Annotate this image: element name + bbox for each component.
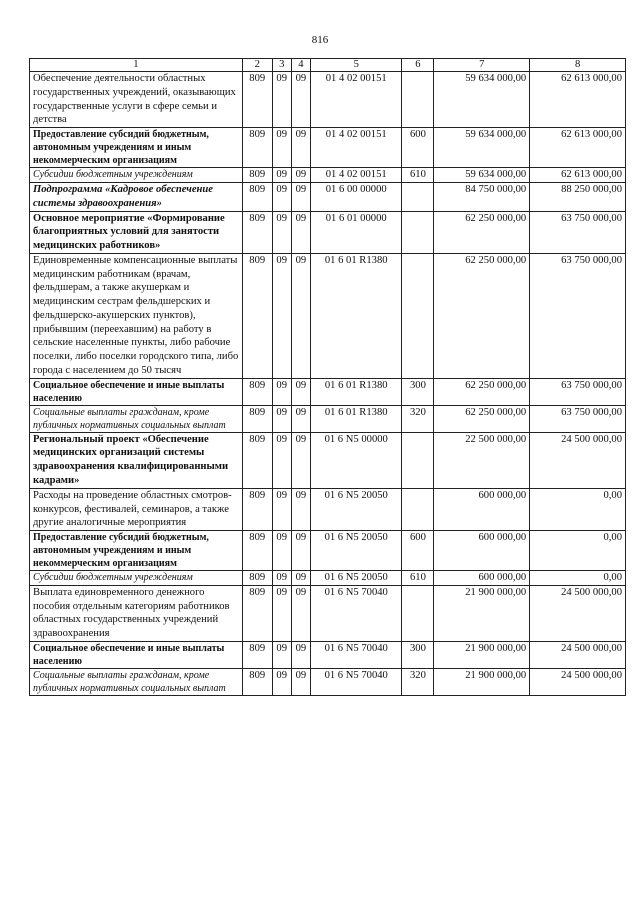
table-row [30, 168, 626, 183]
row-code-cell: 809 [242, 211, 272, 253]
table-row [30, 531, 626, 571]
table-row [30, 72, 626, 128]
row-amount-year1-cell: 600 000,00 [434, 531, 530, 571]
row-code-cell: 809 [242, 128, 272, 168]
row-subsection-cell: 09 [291, 571, 310, 586]
row-amount-year1-cell: 59 634 000,00 [434, 168, 530, 183]
row-section-cell: 09 [272, 668, 291, 695]
row-section-cell: 09 [272, 405, 291, 432]
row-article-cell: 01 6 01 R1380 [310, 405, 402, 432]
row-subsection-cell: 09 [291, 211, 310, 253]
row-amount-year2-cell: 24 500 000,00 [530, 668, 626, 695]
row-amount-year1-cell: 62 250 000,00 [434, 378, 530, 405]
row-subsection-cell: 09 [291, 585, 310, 641]
row-amount-year2-cell: 63 750 000,00 [530, 211, 626, 253]
row-name-cell: Основное мероприятие «Формирование благоприятных условий для занятости медицинских работников» [30, 211, 243, 253]
row-article-cell: 01 6 00 00000 [310, 183, 402, 212]
row-section-cell: 09 [272, 378, 291, 405]
row-amount-year1-cell: 21 900 000,00 [434, 585, 530, 641]
row-name-cell: Выплата единовременного денежного пособия отдельным категориям работников областных государственных учреждений здравоохранения [30, 585, 243, 641]
row-code-cell: 809 [242, 253, 272, 378]
table-row [30, 571, 626, 586]
row-amount-year2-cell: 88 250 000,00 [530, 183, 626, 212]
row-article-cell: 01 4 02 00151 [310, 128, 402, 168]
row-amount-year2-cell: 24 500 000,00 [530, 641, 626, 668]
table-row [30, 128, 626, 168]
row-name-cell: Расходы на проведение областных смотров-конкурсов, фестивалей, семинаров, а также другие аналогичные мероприятия [30, 488, 243, 530]
row-section-cell: 09 [272, 72, 291, 128]
row-amount-year1-cell: 59 634 000,00 [434, 72, 530, 128]
row-subsection-cell: 09 [291, 183, 310, 212]
row-subsection-cell: 09 [291, 168, 310, 183]
row-code-cell: 809 [242, 378, 272, 405]
row-name-cell: Предоставление субсидий бюджетным, автономным учреждениям и иным некоммерческим организациям [30, 128, 243, 168]
row-amount-year2-cell: 62 613 000,00 [530, 72, 626, 128]
row-name-cell: Субсидии бюджетным учреждениям [30, 168, 243, 183]
row-expense-type-cell [402, 211, 434, 253]
table-row [30, 253, 626, 378]
table-row [30, 668, 626, 695]
header-cell: 6 [402, 59, 434, 72]
row-amount-year2-cell: 24 500 000,00 [530, 585, 626, 641]
header-cell: 3 [272, 59, 291, 72]
row-subsection-cell: 09 [291, 668, 310, 695]
row-article-cell: 01 6 01 R1380 [310, 253, 402, 378]
row-amount-year2-cell: 63 750 000,00 [530, 378, 626, 405]
row-code-cell: 809 [242, 531, 272, 571]
row-code-cell: 809 [242, 585, 272, 641]
table-body [30, 72, 626, 696]
row-article-cell: 01 4 02 00151 [310, 72, 402, 128]
row-article-cell: 01 6 N5 70040 [310, 641, 402, 668]
row-expense-type-cell: 610 [402, 571, 434, 586]
row-code-cell: 809 [242, 168, 272, 183]
table-row [30, 585, 626, 641]
header-cell: 5 [310, 59, 402, 72]
row-subsection-cell: 09 [291, 488, 310, 530]
row-article-cell: 01 6 01 R1380 [310, 378, 402, 405]
header-cell: 1 [30, 59, 243, 72]
row-amount-year1-cell: 21 900 000,00 [434, 641, 530, 668]
row-amount-year1-cell: 21 900 000,00 [434, 668, 530, 695]
table-row [30, 378, 626, 405]
row-amount-year2-cell: 0,00 [530, 488, 626, 530]
row-section-cell: 09 [272, 168, 291, 183]
row-expense-type-cell [402, 72, 434, 128]
row-expense-type-cell: 300 [402, 378, 434, 405]
row-section-cell: 09 [272, 128, 291, 168]
header-cell: 8 [530, 59, 626, 72]
row-name-cell: Предоставление субсидий бюджетным, автономным учреждениям и иным некоммерческим организациям [30, 531, 243, 571]
header-cell: 7 [434, 59, 530, 72]
row-code-cell: 809 [242, 641, 272, 668]
row-subsection-cell: 09 [291, 405, 310, 432]
row-amount-year2-cell: 24 500 000,00 [530, 432, 626, 488]
row-amount-year2-cell: 62 613 000,00 [530, 168, 626, 183]
table-row [30, 488, 626, 530]
row-name-cell: Социальное обеспечение и иные выплаты населению [30, 641, 243, 668]
table-row [30, 432, 626, 488]
header-cell: 2 [242, 59, 272, 72]
row-amount-year2-cell: 0,00 [530, 571, 626, 586]
budget-table [29, 58, 626, 696]
table-row [30, 183, 626, 212]
row-expense-type-cell: 300 [402, 641, 434, 668]
row-name-cell: Подпрограмма «Кадровое обеспечение системы здравоохранения» [30, 183, 243, 212]
table-row [30, 211, 626, 253]
row-expense-type-cell: 610 [402, 168, 434, 183]
row-article-cell: 01 6 N5 20050 [310, 488, 402, 530]
row-amount-year1-cell: 600 000,00 [434, 488, 530, 530]
row-amount-year2-cell: 0,00 [530, 531, 626, 571]
row-name-cell: Региональный проект «Обеспечение медицинских организаций системы здравоохранения квалифицированными кадрами» [30, 432, 243, 488]
row-code-cell: 809 [242, 488, 272, 530]
row-code-cell: 809 [242, 571, 272, 586]
page-number: 816 [311, 34, 329, 46]
row-subsection-cell: 09 [291, 72, 310, 128]
row-code-cell: 809 [242, 668, 272, 695]
row-expense-type-cell: 600 [402, 128, 434, 168]
row-amount-year1-cell: 62 250 000,00 [434, 253, 530, 378]
table-row [30, 405, 626, 432]
row-article-cell: 01 6 N5 00000 [310, 432, 402, 488]
row-subsection-cell: 09 [291, 641, 310, 668]
row-name-cell: Субсидии бюджетным учреждениям [30, 571, 243, 586]
row-expense-type-cell [402, 432, 434, 488]
row-amount-year1-cell: 62 250 000,00 [434, 211, 530, 253]
row-name-cell: Социальные выплаты гражданам, кроме публичных нормативных социальных выплат [30, 405, 243, 432]
row-article-cell: 01 6 N5 20050 [310, 571, 402, 586]
row-subsection-cell: 09 [291, 378, 310, 405]
row-expense-type-cell [402, 183, 434, 212]
row-subsection-cell: 09 [291, 531, 310, 571]
row-section-cell: 09 [272, 641, 291, 668]
row-expense-type-cell: 320 [402, 405, 434, 432]
row-section-cell: 09 [272, 585, 291, 641]
row-amount-year1-cell: 22 500 000,00 [434, 432, 530, 488]
header-row [30, 59, 626, 72]
row-section-cell: 09 [272, 531, 291, 571]
row-amount-year2-cell: 62 613 000,00 [530, 128, 626, 168]
row-amount-year2-cell: 63 750 000,00 [530, 405, 626, 432]
table-row [30, 641, 626, 668]
row-code-cell: 809 [242, 72, 272, 128]
row-section-cell: 09 [272, 211, 291, 253]
row-amount-year1-cell: 84 750 000,00 [434, 183, 530, 212]
row-expense-type-cell [402, 253, 434, 378]
row-expense-type-cell [402, 488, 434, 530]
row-article-cell: 01 6 N5 20050 [310, 531, 402, 571]
row-code-cell: 809 [242, 405, 272, 432]
row-amount-year1-cell: 62 250 000,00 [434, 405, 530, 432]
row-article-cell: 01 6 N5 70040 [310, 585, 402, 641]
row-name-cell: Обеспечение деятельности областных государственных учреждений, оказывающих государственные услуги в сфере семьи и детства [30, 72, 243, 128]
row-subsection-cell: 09 [291, 253, 310, 378]
row-name-cell: Социальное обеспечение и иные выплаты населению [30, 378, 243, 405]
row-article-cell: 01 4 02 00151 [310, 168, 402, 183]
row-amount-year1-cell: 600 000,00 [434, 571, 530, 586]
row-name-cell: Единовременные компенсационные выплаты медицинским работникам (врачам, фельдшерам, а также акушеркам и медицинским сестрам фельдшерских и фельдшерско-акушерских пунктов), прибывшим (переехавшим) на работу в сельские населенные пункты, либо рабочие поселки, либо поселки городского типа, либо города с населением до 50 тысяч [30, 253, 243, 378]
row-section-cell: 09 [272, 488, 291, 530]
row-subsection-cell: 09 [291, 432, 310, 488]
row-code-cell: 809 [242, 432, 272, 488]
row-name-cell: Социальные выплаты гражданам, кроме публичных нормативных социальных выплат [30, 668, 243, 695]
row-expense-type-cell: 600 [402, 531, 434, 571]
row-expense-type-cell: 320 [402, 668, 434, 695]
row-article-cell: 01 6 N5 70040 [310, 668, 402, 695]
row-code-cell: 809 [242, 183, 272, 212]
row-amount-year2-cell: 63 750 000,00 [530, 253, 626, 378]
header-cell: 4 [291, 59, 310, 72]
row-section-cell: 09 [272, 253, 291, 378]
row-article-cell: 01 6 01 00000 [310, 211, 402, 253]
row-expense-type-cell [402, 585, 434, 641]
row-subsection-cell: 09 [291, 128, 310, 168]
row-section-cell: 09 [272, 432, 291, 488]
row-section-cell: 09 [272, 571, 291, 586]
row-amount-year1-cell: 59 634 000,00 [434, 128, 530, 168]
row-section-cell: 09 [272, 183, 291, 212]
